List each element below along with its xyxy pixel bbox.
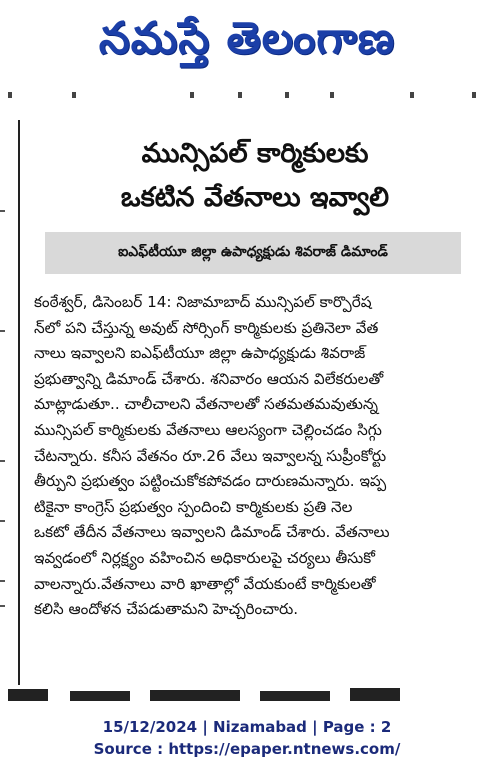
body-line: ఒకటో తేదీన వేతనాలు ఇవ్వాలని డిమాండ్ చేశారు. వేతనాలు: [34, 523, 390, 542]
article-subheadline: ఐఎఫ్‌టీయూ జిల్లా ఉపాధ్యక్షుడు శివరాజ్ డిమాండ్: [45, 232, 461, 274]
body-line: టికైనా కాంగ్రెస్ ప్రభుత్వం స్పందించి కార్మికులకు ప్రతి నెల: [34, 497, 353, 516]
body-line: నాలు ఇవ్వాలని ఐఎఫ్‌టీయూ జిల్లా ఉపాధ్యక్షుడు శివరాజ్: [34, 344, 366, 363]
clipped-next-headline: [0, 685, 494, 701]
body-line: మాట్లాడుతూ.. చాలీచాలని వేతనాలతో సతమతమవుతున్న: [34, 395, 379, 414]
headline-line-2: ఒకటిన వేతనాలు ఇవ్వాలి: [120, 182, 390, 213]
source-link[interactable]: Source : https://epaper.ntnews.com/: [93, 740, 401, 758]
body-line: వాలన్నారు.వేతనాలు వారి ఖాతాల్లో వేయకుంటే కార్మికులతో: [34, 574, 376, 593]
adjacent-column-edge: [0, 210, 8, 610]
body-line: న్‌లో పని చేస్తున్న అవుట్ సోర్సింగ్ కార్మికులకు ప్రతినెలా వేత: [34, 318, 379, 337]
body-line: కంఠేశ్వర్, డిసెంబర్ 14: నిజామాబాద్ మున్సిపల్ కార్పొరేష: [34, 293, 372, 311]
clipped-glyph-shapes: [0, 685, 494, 701]
headline-line-1: మున్సిపల్ కార్మికులకు: [141, 138, 369, 169]
body-line: కలిసి ఆందోళన చేపడుతామని హెచ్చరించారు.: [34, 600, 299, 619]
body-line: ఇవ్వడంలో నిర్లక్ష్యం వహించిన అధికారులపై చర్యలు తీసుకో: [34, 548, 375, 567]
clipping-footer: [0, 716, 494, 760]
edition-info: 15/12/2024 | Nizamabad | Page : 2: [102, 718, 392, 736]
body-line: తీర్పుని ప్రభుత్వం పట్టించుకోకపోవడం దారుణమన్నారు. ఇప్ప: [34, 472, 387, 491]
newspaper-logo: నమస్తే తెలంగాణ: [98, 13, 396, 64]
body-line: ప్రభుత్వాన్ని డిమాండ్ చేశారు. శనివారం ఆయన విలేకరులతో: [34, 369, 384, 388]
body-line: మున్సిపల్ కార్మికులకు వేతనాలు ఆలస్యంగా చెల్లించడం సిగ్గు: [34, 420, 382, 439]
body-line: చేటన్నారు. కనీస వేతనం రూ.26 వేలు ఇవ్వాలన్న సుప్రీంకోర్టు: [34, 446, 387, 465]
clipped-text-strip: [0, 92, 494, 100]
masthead: [0, 0, 494, 88]
article-headline: [30, 132, 480, 220]
article-body: [34, 290, 474, 623]
